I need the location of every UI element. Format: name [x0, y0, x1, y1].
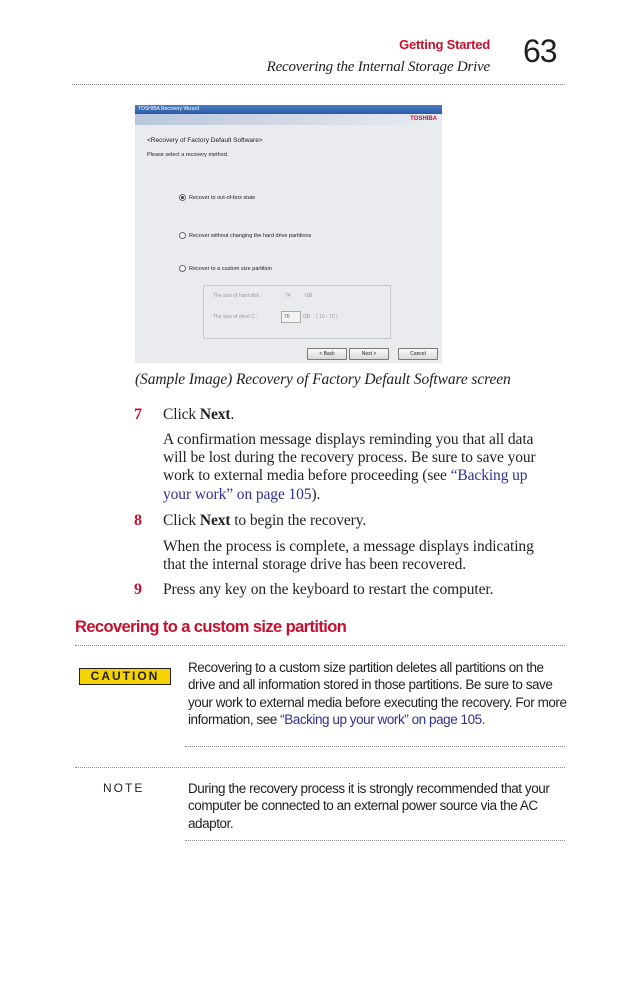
wizard-titlebar: TOSHIBA Recovery Wizard: [135, 105, 442, 114]
radio-selected-icon[interactable]: [179, 194, 186, 201]
step-text: .: [230, 406, 235, 423]
cross-reference-link[interactable]: “Backing up your work” on page 105.: [280, 711, 486, 727]
option-keep-partitions[interactable]: [179, 232, 311, 239]
drive-c-value: 70: [284, 314, 290, 320]
step-detail: [163, 431, 536, 504]
back-button[interactable]: < Back: [307, 348, 347, 360]
caution-bottom-rule: [185, 746, 565, 747]
note-top-rule: [75, 767, 565, 768]
option-label: Recover without changing the hard drive partitions: [189, 232, 312, 239]
caution-line: information, see “Backing up your work” on page 105.: [188, 711, 486, 727]
step-text: to begin the recovery.: [230, 512, 367, 529]
step-detail-line: A confirmation message displays reminding you that all data: [163, 431, 534, 448]
page-number: 63: [523, 33, 557, 69]
note-line: adaptor.: [188, 815, 234, 831]
step-detail-line: work to external media before proceeding (see “Backing up: [163, 467, 528, 485]
step-detail-line: When the process is complete, a message displays indicating: [163, 538, 534, 555]
sample-screenshot: [135, 105, 442, 363]
hard-disk-value: 74: [285, 293, 291, 299]
caution-badge: CAUTION: [79, 668, 171, 685]
ui-term: Next: [199, 406, 231, 423]
step-number: 8: [134, 512, 142, 529]
step-detail-line: will be lost during the recovery process. Be sure to save your: [163, 449, 536, 467]
caution-line: Recovering to a custom size partition deletes all partitions on the: [188, 660, 544, 675]
option-custom-partition[interactable]: [179, 265, 272, 272]
step-instruction: Press any key on the keyboard to restart the computer.: [163, 581, 494, 598]
caution-top-rule: [75, 645, 565, 646]
step-detail-line: your work” on page 105).: [163, 485, 321, 503]
drive-c-range: ( 10 - 70 ): [316, 314, 338, 320]
note-bottom-rule: [185, 840, 565, 841]
radio-icon[interactable]: [179, 265, 186, 272]
cross-reference-link[interactable]: “Backing up: [450, 467, 528, 485]
section-heading: Recovering to a custom size partition: [75, 618, 347, 636]
figure-caption: (Sample Image) Recovery of Factory Default Software screen: [135, 371, 511, 388]
step-number: 9: [134, 581, 142, 598]
step-detail-line: that the internal storage drive has been recovered.: [163, 556, 467, 574]
option-out-of-box[interactable]: [179, 194, 255, 201]
dialog-title: <Recovery of Factory Default Software>: [147, 137, 263, 144]
caution-text: [188, 659, 567, 728]
option-label: Recover to a custom size partition: [189, 265, 272, 272]
dialog-prompt: Please select a recovery method.: [147, 152, 229, 158]
running-head-subsection: Recovering the Internal Storage Drive: [266, 59, 490, 75]
note-line: During the recovery process it is strongly recommended that your: [188, 781, 550, 796]
step-detail: [163, 538, 534, 574]
wizard-banner: [135, 114, 442, 125]
brand-logo: TOSHIBA: [410, 116, 437, 122]
step-instruction: [163, 406, 234, 424]
note-label: NOTE: [103, 781, 145, 795]
cancel-button[interactable]: Cancel: [398, 348, 438, 360]
caution-line: your work to external media before executing the recovery. For more: [188, 694, 567, 710]
radio-icon[interactable]: [179, 232, 186, 239]
ui-term: Next: [199, 512, 231, 529]
note-line: computer be connected to an external power source via the AC: [188, 798, 538, 814]
drive-c-stepper[interactable]: [281, 311, 301, 323]
option-label: Recover to out-of-box state: [189, 194, 256, 201]
hard-disk-unit: GB: [305, 293, 313, 299]
step-number: 7: [134, 406, 142, 423]
cross-reference-link[interactable]: your work” on page 105: [163, 485, 312, 503]
hard-disk-label: The size of hard disk :: [213, 293, 262, 299]
drive-c-label: The size of drive C :: [213, 314, 258, 320]
next-button[interactable]: Next >: [349, 348, 389, 360]
step-instruction: [163, 512, 366, 530]
caution-line: drive and all information stored in those partitions. Be sure to save: [188, 677, 553, 693]
drive-c-unit: GB: [303, 314, 311, 320]
running-head-section: Getting Started: [399, 37, 490, 52]
header-rule: [72, 84, 565, 85]
step-text: Click: [163, 406, 200, 423]
note-text: [188, 780, 549, 832]
step-text: Click: [163, 512, 200, 529]
